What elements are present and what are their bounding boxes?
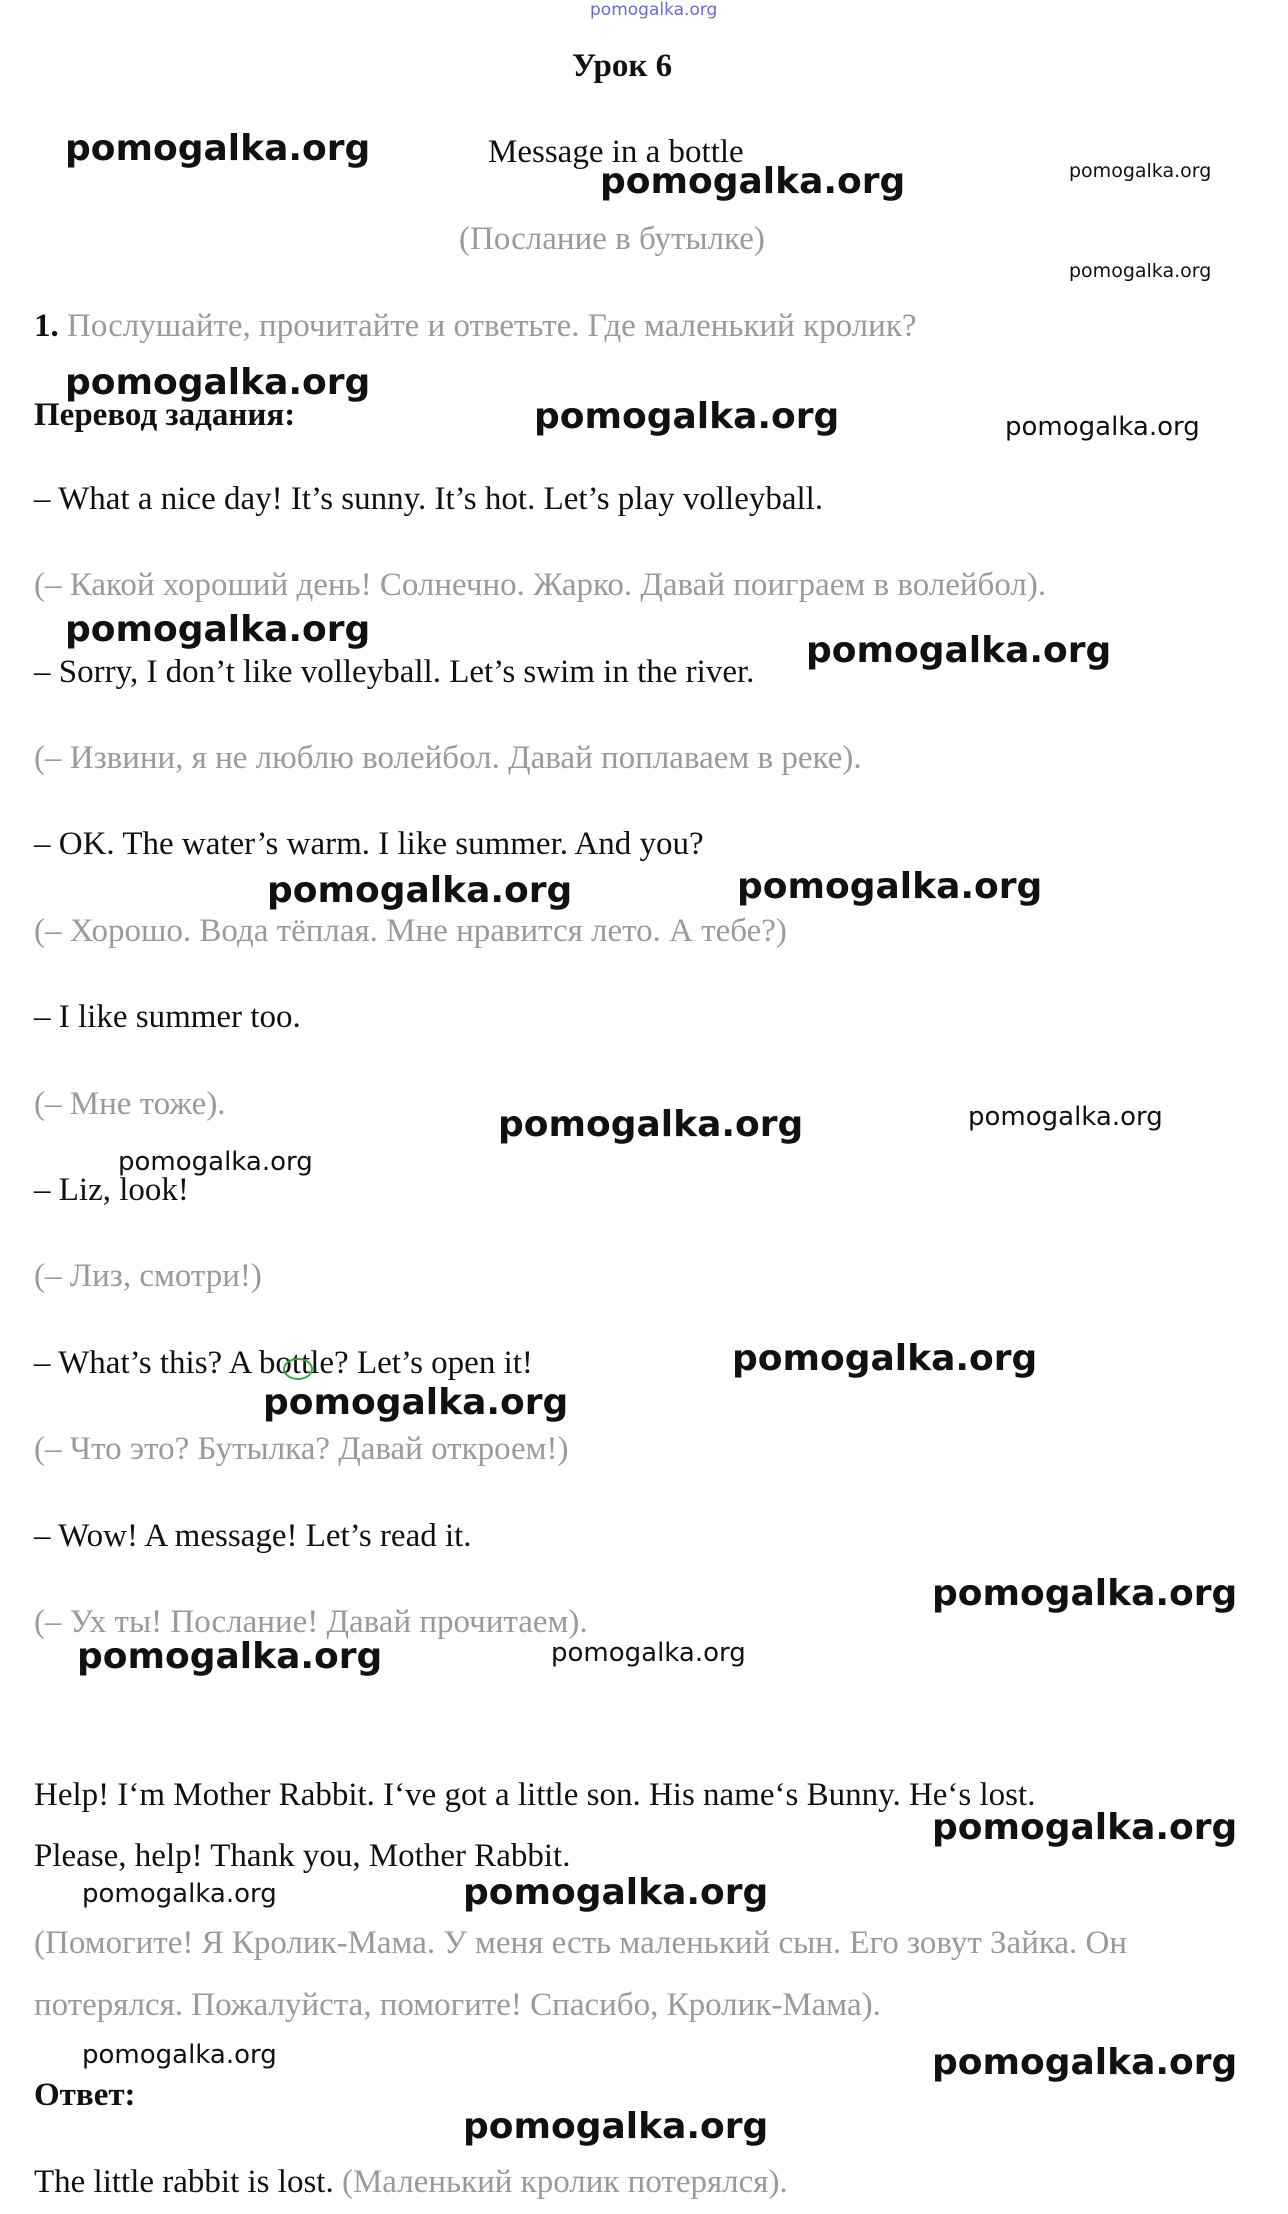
watermark: pomogalka.org [498, 1104, 804, 1145]
watermark: pomogalka.org [932, 1807, 1238, 1848]
watermark: pomogalka.org [463, 2106, 769, 2147]
watermark: pomogalka.org [82, 2040, 277, 2070]
lesson-title: Урок 6 [572, 48, 673, 84]
watermark: pomogalka.org [806, 630, 1112, 671]
message-ru-line2: потерялся. Пожалуйста, помогите! Спасибо, Кролик-Мама). [34, 1987, 881, 2023]
dialogue-ru-6: (– Что это? Бутылка? Давай откроем!) [34, 1431, 569, 1467]
watermark: pomogalka.org [263, 1382, 569, 1423]
translation-heading: Перевод задания: [34, 397, 296, 433]
watermark: pomogalka.org [968, 1102, 1163, 1132]
watermark: pomogalka.org [65, 609, 371, 650]
dialogue-en-5: – Liz, look! [34, 1172, 189, 1208]
watermark: pomogalka.org [463, 1872, 769, 1913]
answer-en: The little rabbit is lost. [34, 2164, 334, 2200]
dialogue-ru-2: (– Извини, я не люблю волейбол. Давай поплаваем в реке). [34, 740, 862, 776]
watermark: pomogalka.org [932, 2042, 1238, 2083]
watermark: pomogalka.org [737, 866, 1043, 907]
watermark: pomogalka.org [732, 1338, 1038, 1379]
dialogue-ru-5: (– Лиз, смотри!) [34, 1258, 262, 1294]
dialogue-ru-7: (– Ух ты! Послание! Давай прочитаем). [34, 1604, 588, 1640]
site-top-label[interactable]: pomogalka.org [590, 0, 718, 20]
message-ru-line1: (Помогите! Я Кролик-Мама. У меня есть маленький сын. Его зовут Зайка. Он [34, 1925, 1128, 1961]
watermark: pomogalka.org [1069, 160, 1212, 182]
subtitle-ru: (Послание в бутылке) [459, 221, 765, 257]
dialogue-ru-4: (– Мне тоже). [34, 1086, 226, 1122]
answer-line [34, 2164, 788, 2201]
watermark: pomogalka.org [82, 1879, 277, 1909]
task-text: Послушайте, прочитайте и ответьте. Где маленький кролик? [67, 308, 917, 344]
watermark: pomogalka.org [534, 396, 840, 437]
watermark: pomogalka.org [1005, 412, 1200, 442]
dialogue-en-2: – Sorry, I don’t like volleyball. Let’s swim in the river. [34, 654, 755, 690]
watermark: pomogalka.org [65, 362, 371, 403]
watermark: pomogalka.org [1069, 260, 1212, 282]
dialogue-ru-3: (– Хорошо. Вода тёплая. Мне нравится лето. А тебе?) [34, 913, 787, 949]
watermark: pomogalka.org [551, 1638, 746, 1668]
dialogue-en-6: – What’s this? A bottle? Let’s open it! [34, 1345, 533, 1381]
watermark: pomogalka.org [65, 128, 371, 169]
answer-heading: Ответ: [34, 2077, 136, 2113]
dialogue-en-3: – OK. The water’s warm. I like summer. And you? [34, 826, 704, 862]
watermark: pomogalka.org [77, 1636, 383, 1677]
dialogue-en-7: – Wow! A message! Let’s read it. [34, 1518, 472, 1554]
dialogue-en-1: – What a nice day! It’s sunny. It’s hot. Let’s play volleyball. [34, 481, 824, 517]
watermark: pomogalka.org [267, 870, 573, 911]
dialogue-en-4: – I like summer too. [34, 999, 301, 1035]
message-en-line2: Please, help! Thank you, Mother Rabbit. [34, 1838, 571, 1874]
answer-ru: (Маленький кролик потерялся). [341, 2164, 788, 2200]
pen-stroke-mark [283, 1358, 313, 1380]
dialogue-ru-1: (– Какой хороший день! Солнечно. Жарко. Давай поиграем в волейбол). [34, 567, 1047, 603]
message-en-line1: Help! I‘m Mother Rabbit. I‘ve got a little son. His name‘s Bunny. He‘s lost. [34, 1777, 1036, 1813]
task-number: 1. [34, 308, 59, 344]
subtitle-en: Message in a bottle [488, 134, 744, 170]
task-line [34, 308, 917, 345]
watermark: pomogalka.org [600, 161, 906, 202]
watermark: pomogalka.org [932, 1573, 1238, 1614]
watermark: pomogalka.org [118, 1147, 313, 1177]
